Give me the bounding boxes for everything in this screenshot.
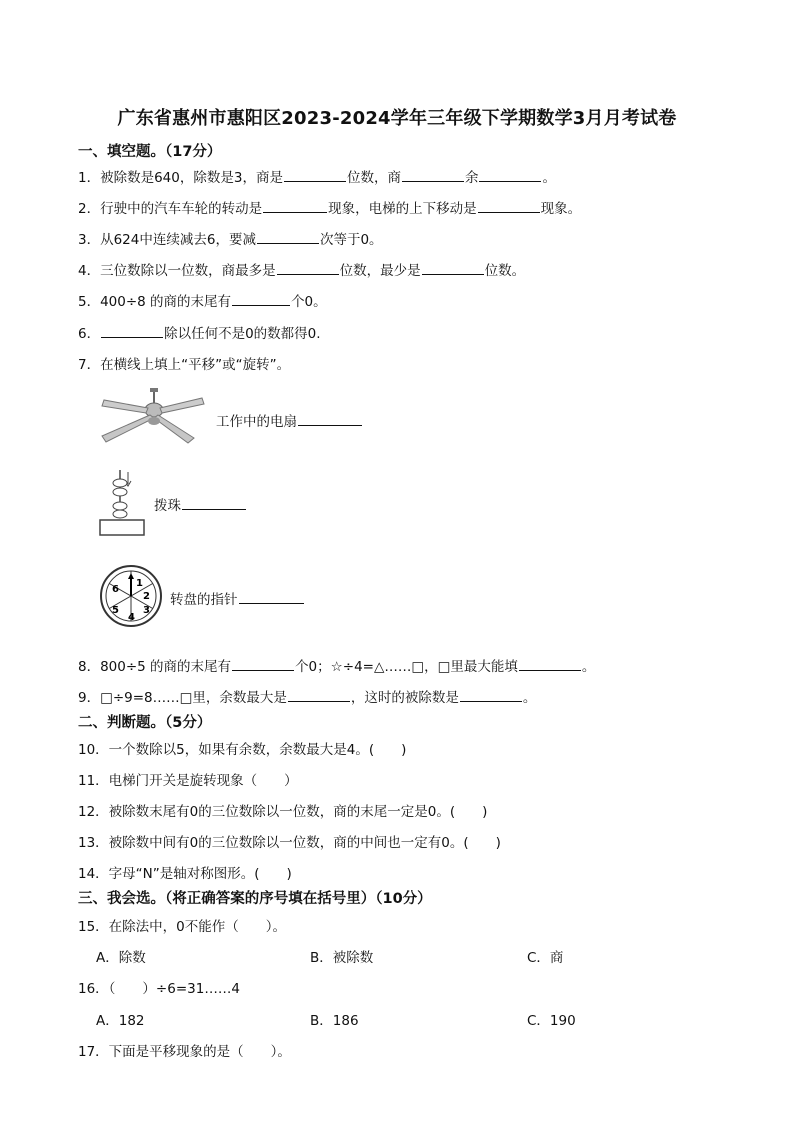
question-text: 除以任何不是0的数都得0. bbox=[164, 326, 321, 342]
answer-blank[interactable] bbox=[460, 688, 522, 702]
question-text: 现象，电梯的上下移动是 bbox=[328, 201, 477, 217]
question-text: 2．行驶中的汽车车轮的转动是 bbox=[78, 201, 263, 217]
answer-blank[interactable] bbox=[232, 292, 290, 306]
answer-blank[interactable] bbox=[277, 261, 339, 275]
question-14[interactable]: 14．字母“N”是轴对称图形。( ) bbox=[78, 866, 292, 882]
question-2 bbox=[78, 197, 581, 217]
question-7 bbox=[78, 353, 290, 373]
option-a[interactable]: A．除数 bbox=[96, 950, 146, 966]
ceiling-fan-illustration bbox=[98, 388, 208, 446]
question-text: 位数。 bbox=[484, 263, 526, 279]
answer-blank[interactable] bbox=[478, 199, 540, 213]
question-1 bbox=[78, 166, 556, 186]
question-13[interactable]: 13．被除数中间有0的三位数除以一位数，商的中间也一定有0。( ) bbox=[78, 835, 501, 851]
answer-blank[interactable] bbox=[402, 168, 464, 182]
caption-text: 拨珠 bbox=[154, 498, 181, 514]
answer-blank[interactable] bbox=[101, 324, 163, 338]
wheel-number: 6 bbox=[112, 584, 119, 595]
page-title: 广东省惠州市惠阳区2023-2024学年三年级下学期数学3月月考试卷 bbox=[117, 108, 677, 129]
question-11[interactable]: 11．电梯门开关是旋转现象（ ） bbox=[78, 773, 298, 789]
answer-blank[interactable] bbox=[519, 657, 581, 671]
question-text: 现象。 bbox=[540, 201, 582, 217]
spinner-caption bbox=[170, 588, 305, 608]
wheel-number: 3 bbox=[143, 605, 150, 616]
question-text: 4．三位数除以一位数，商最多是 bbox=[78, 263, 276, 279]
answer-blank[interactable] bbox=[263, 199, 327, 213]
wheel-number: 2 bbox=[143, 591, 150, 602]
question-text: 8．800÷5 的商的末尾有 bbox=[78, 659, 232, 675]
option-b[interactable]: B．被除数 bbox=[310, 950, 374, 966]
question-text: ，这时的被除数是 bbox=[350, 690, 459, 706]
wheel-number: 1 bbox=[136, 578, 143, 589]
abacus-beads-illustration bbox=[98, 468, 146, 538]
question-6 bbox=[78, 322, 321, 342]
wheel-number: 5 bbox=[112, 605, 119, 616]
answer-blank[interactable] bbox=[232, 657, 294, 671]
question-text: 位数，商 bbox=[346, 170, 401, 186]
section-heading-true-false: 二、判断题。（5分） bbox=[78, 715, 212, 731]
question-text: 位数，最少是 bbox=[339, 263, 421, 279]
answer-blank[interactable] bbox=[284, 168, 346, 182]
question-text: 。 bbox=[522, 690, 537, 706]
question-text: 9．□÷9=8……□里，余数最大是 bbox=[78, 690, 287, 706]
question-3 bbox=[78, 228, 383, 248]
beads-caption bbox=[154, 494, 247, 514]
answer-blank[interactable] bbox=[257, 230, 319, 244]
question-text: 个0。 bbox=[291, 294, 327, 310]
section-heading-fill-blank: 一、填空题。（17分） bbox=[78, 144, 222, 160]
question-text: 。 bbox=[581, 659, 596, 675]
fan-caption bbox=[216, 410, 363, 430]
answer-blank[interactable] bbox=[288, 688, 350, 702]
spinner-wheel-illustration bbox=[98, 562, 164, 630]
answer-blank[interactable] bbox=[479, 168, 541, 182]
question-15: 15．在除法中，0不能作（ ）。 bbox=[78, 919, 287, 935]
option-a[interactable]: A．182 bbox=[96, 1013, 145, 1029]
option-b[interactable]: B．186 bbox=[310, 1013, 359, 1029]
question-text: 7．在横线上填上“平移”或“旋转”。 bbox=[78, 357, 291, 373]
question-9 bbox=[78, 686, 536, 706]
question-text: 1．被除数是640，除数是3，商是 bbox=[78, 170, 283, 186]
question-text: 余 bbox=[464, 170, 479, 186]
question-16: 16．（ ）÷6=31……4 bbox=[78, 981, 240, 997]
caption-text: 工作中的电扇 bbox=[216, 414, 297, 430]
question-text: 次等于0。 bbox=[319, 232, 383, 248]
question-text: 5．400÷8 的商的末尾有 bbox=[78, 294, 232, 310]
question-10[interactable]: 10．一个数除以5，如果有余数，余数最大是4。( ) bbox=[78, 742, 407, 758]
question-4 bbox=[78, 259, 525, 279]
answer-blank[interactable] bbox=[182, 496, 246, 510]
question-12[interactable]: 12．被除数末尾有0的三位数除以一位数，商的末尾一定是0。( ) bbox=[78, 804, 488, 820]
answer-blank[interactable] bbox=[422, 261, 484, 275]
question-17: 17．下面是平移现象的是（ ）。 bbox=[78, 1044, 291, 1060]
section-heading-multiple-choice: 三、我会选。（将正确答案的序号填在括号里）（10分） bbox=[78, 891, 432, 907]
question-5 bbox=[78, 290, 327, 310]
question-text: 。 bbox=[542, 170, 556, 186]
question-text: 3．从624中连续减去6，要减 bbox=[78, 232, 256, 248]
question-text: 个0；☆÷4=△……□，□里最大能填 bbox=[295, 659, 518, 675]
answer-blank[interactable] bbox=[298, 412, 362, 426]
question-8 bbox=[78, 655, 595, 675]
wheel-number: 4 bbox=[128, 612, 135, 623]
option-c[interactable]: C．商 bbox=[527, 950, 564, 966]
question-text: 6． bbox=[78, 326, 101, 342]
answer-blank[interactable] bbox=[239, 590, 304, 604]
caption-text: 转盘的指针 bbox=[170, 592, 238, 608]
option-c[interactable]: C．190 bbox=[527, 1013, 576, 1029]
